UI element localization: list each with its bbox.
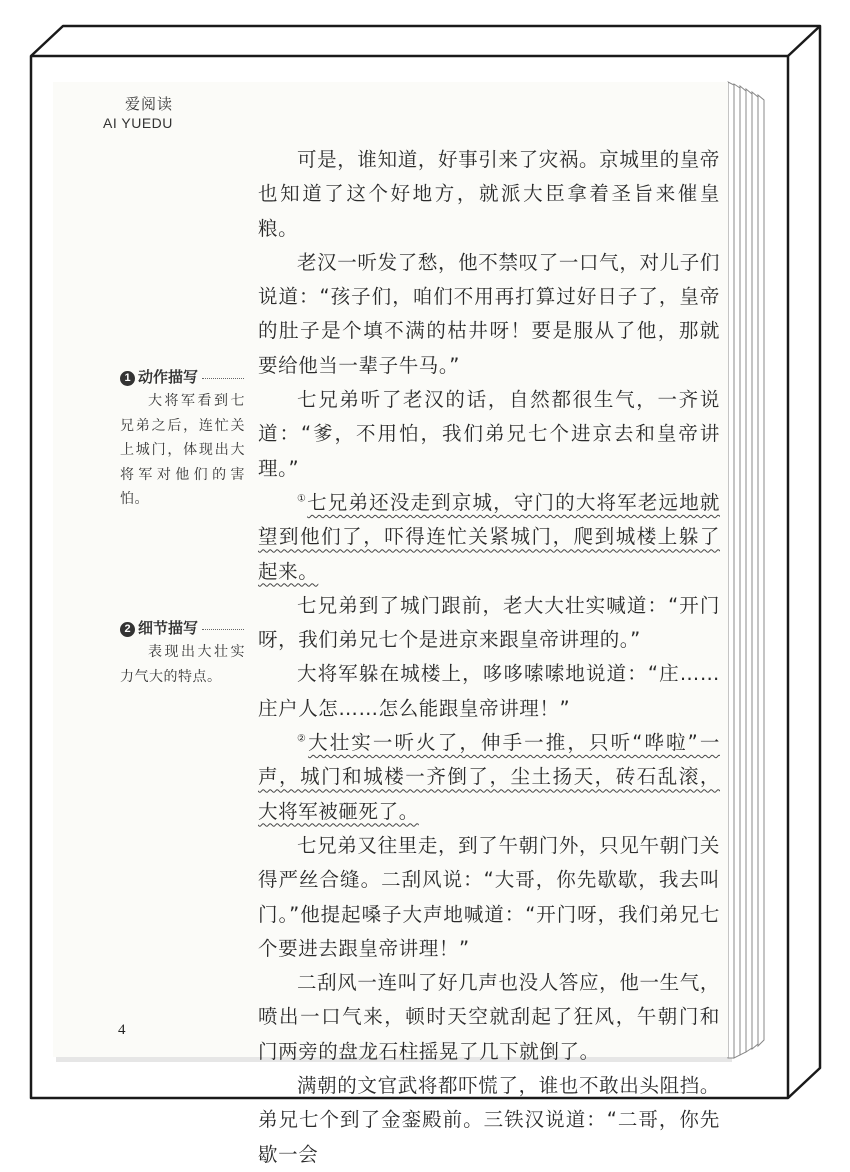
annotation-2-number: 2 <box>120 622 135 637</box>
annotation-marker: ① <box>297 493 308 505</box>
annotation-marker: ② <box>297 733 309 745</box>
story-paragraph <box>258 143 720 246</box>
annotation-2 <box>120 617 245 689</box>
paragraph-text: 七兄弟到了城门跟前，老大大壮实喊道：“开门呀，我们弟兄七个是进京来跟皇帝讲理的。” <box>258 593 720 652</box>
annotation-1-title: 动作描写 <box>138 368 199 386</box>
story-paragraph <box>258 966 720 1069</box>
highlighted-text: 七兄弟还没走到京城，守门的大将军老远地就望到他们了，吓得连忙关紧城门，爬到城楼上躲了起来。 <box>258 490 720 583</box>
story-paragraph <box>258 589 720 658</box>
annotation-1-title-row <box>120 366 245 387</box>
paragraph-text: 老汉一听发了愁，他不禁叹了一口气，对儿子们说道：“孩子们，咱们不用再打算过好日子了，皇帝的肚子是个填不满的枯井呀！要是服从了他，那就要给他当一辈子牛马。” <box>258 250 720 377</box>
paragraph-text: 二刮风一连叫了好几声也没人答应，他一生气，喷出一口气来，顿时天空就刮起了狂风，午朝门和门两旁的盘龙石柱摇晃了几下就倒了。 <box>258 971 720 1063</box>
page-number: 4 <box>118 1022 126 1038</box>
annotation-1-number: 1 <box>120 371 135 386</box>
header-title-cn: 爱阅读 <box>125 95 174 113</box>
paragraph-text: 大将军躲在城楼上，哆哆嗦嗦地说道：“庄……庄户人怎……怎么能跟皇帝讲理！” <box>258 662 720 720</box>
story-paragraph <box>258 486 720 589</box>
annotation-2-title-row <box>120 617 245 638</box>
paragraph-text: 满朝的文官武将都吓慌了，谁也不敢出头阻挡。弟兄七个到了金銮殿前。三铁汉说道：“二哥，你先歇一会 <box>258 1074 720 1166</box>
dotted-leader <box>202 378 244 379</box>
paragraph-text: 七兄弟听了老汉的话，自然都很生气，一齐说道：“爹，不用怕，我们弟兄七个进京去和皇帝讲理。” <box>258 388 720 480</box>
annotation-1-text: 大将军看到七兄弟之后，连忙关上城门，体现出大将军对他们的害怕。 <box>120 393 245 507</box>
annotation-2-title: 细节描写 <box>138 619 199 637</box>
highlighted-text: 大壮实一听火了，伸手一推，只听“哗啦”一声，城门和城楼一齐倒了，尘土扬天，砖石乱滚，大将军被砸死了。 <box>258 731 720 823</box>
story-paragraph <box>258 246 720 383</box>
story-paragraph <box>258 1069 720 1172</box>
story-paragraph <box>258 726 720 829</box>
dotted-leader <box>202 629 244 630</box>
story-paragraph <box>258 829 720 966</box>
paragraph-text: 可是，谁知道，好事引来了灾祸。京城里的皇帝也知道了这个好地方，就派大臣拿着圣旨来催皇粮。 <box>258 148 720 240</box>
header-title-en: AI YUEDU <box>103 115 173 131</box>
annotation-1 <box>120 366 245 512</box>
annotation-2-text: 表现出大壮实力气大的特点。 <box>120 644 245 685</box>
story-body <box>258 143 720 1172</box>
paragraph-text: 七兄弟又往里走，到了午朝门外，只见午朝门关得严丝合缝。二刮风说：“大哥，你先歇歇，我去叫门。”他提起嗓子大声地喊道：“开门呀，我们弟兄七个要进去跟皇帝讲理！” <box>258 833 720 960</box>
story-paragraph <box>258 657 720 726</box>
story-paragraph <box>258 383 720 486</box>
